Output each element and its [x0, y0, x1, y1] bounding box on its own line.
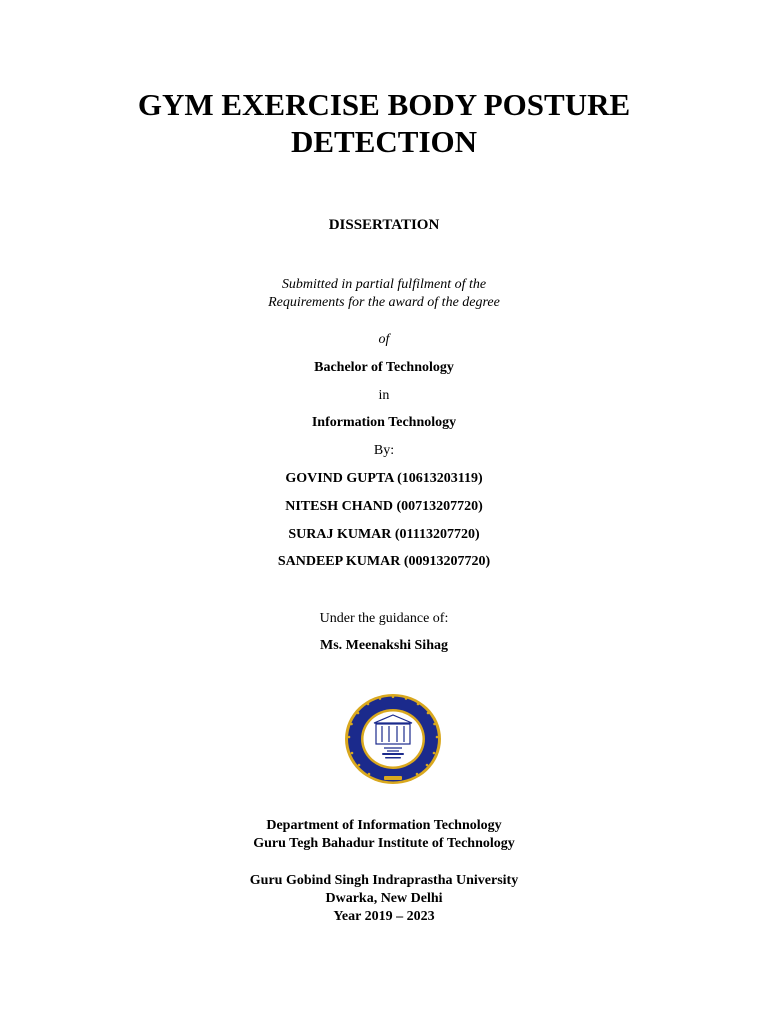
guide-name: Ms. Meenakshi Sihag [320, 638, 448, 653]
department: Department of Information Technology [266, 818, 502, 833]
student-1: GOVIND GUPTA (10613203119) [285, 471, 483, 486]
degree-name: Bachelor of Technology [314, 360, 454, 375]
year: Year 2019 – 2023 [333, 909, 435, 924]
institute: Guru Tegh Bahadur Institute of Technology [253, 836, 515, 851]
degree-branch: Information Technology [311, 415, 457, 430]
submission-of: of [378, 332, 390, 347]
location: Dwarka, New Delhi [325, 891, 443, 906]
guidance-label: Under the guidance of: [319, 611, 449, 626]
submission-line-1: Submitted in partial fulfilment of the [281, 277, 487, 292]
title-line-2: DETECTION [290, 124, 478, 159]
title-line-1: GYM EXERCISE BODY POSTURE [137, 87, 631, 122]
submission-line-2: Requirements for the award of the degree [268, 295, 500, 310]
document-type: DISSERTATION [328, 217, 440, 233]
institute-seal [344, 693, 442, 785]
university: Guru Gobind Singh Indraprastha University [249, 873, 519, 888]
by-label: By: [373, 443, 395, 458]
student-3: SURAJ KUMAR (01113207720) [288, 527, 480, 542]
degree-in: in [378, 388, 390, 403]
student-4: SANDEEP KUMAR (00913207720) [277, 554, 491, 569]
student-2: NITESH CHAND (00713207720) [285, 499, 483, 514]
